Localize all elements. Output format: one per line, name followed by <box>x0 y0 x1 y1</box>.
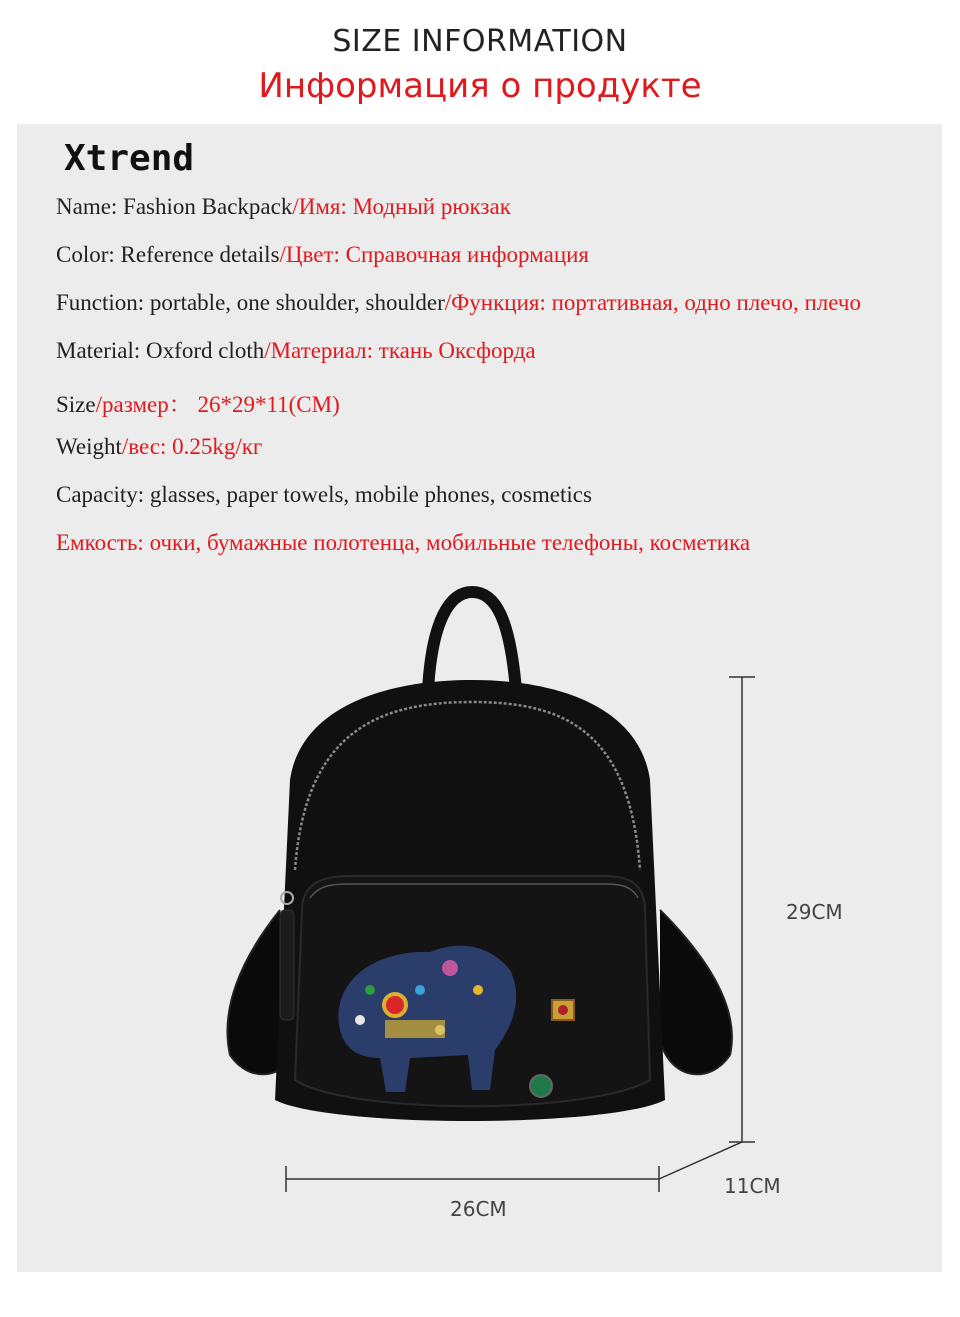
spec-name-en: Name: Fashion Backpack <box>56 194 293 219</box>
spec-size-en: Size <box>56 392 96 417</box>
spec-name-ru: /Имя: Модный рюкзак <box>292 194 511 219</box>
spec-weight-en: Weight <box>56 434 122 459</box>
spec-capacity-ru: Емкость: очки, бумажные полотенца, мобильные телефоны, косметика <box>56 530 751 555</box>
page-subtitle: Информация о продукте <box>258 66 702 106</box>
page-title: SIZE INFORMATION <box>332 24 628 59</box>
width-label: 26CM <box>450 1197 507 1221</box>
spec-capacity-en: Capacity: glasses, paper towels, mobile phones, cosmetics <box>56 482 592 507</box>
depth-label: 11CM <box>724 1174 781 1198</box>
spec-function-en: Function: portable, one shoulder, shoulder <box>56 290 445 315</box>
brand-logo: Xtrend <box>64 138 195 179</box>
height-label: 29CM <box>786 900 843 924</box>
spec-color-ru: /Цвет: Справочная информация <box>279 242 590 267</box>
spec-material-en: Material: Oxford cloth <box>56 338 265 363</box>
spec-size-ru: /размер： 26*29*11(CM) <box>95 392 340 417</box>
spec-material-ru: /Материал: ткань Оксфорда <box>264 338 536 363</box>
spec-function-ru: /Функция: портативная, одно плечо, плечо <box>444 290 861 315</box>
backpack-image <box>210 580 750 1140</box>
spec-color-en: Color: Reference details <box>56 242 280 267</box>
spec-weight-ru: /вес: 0.25kg/кг <box>121 434 263 459</box>
